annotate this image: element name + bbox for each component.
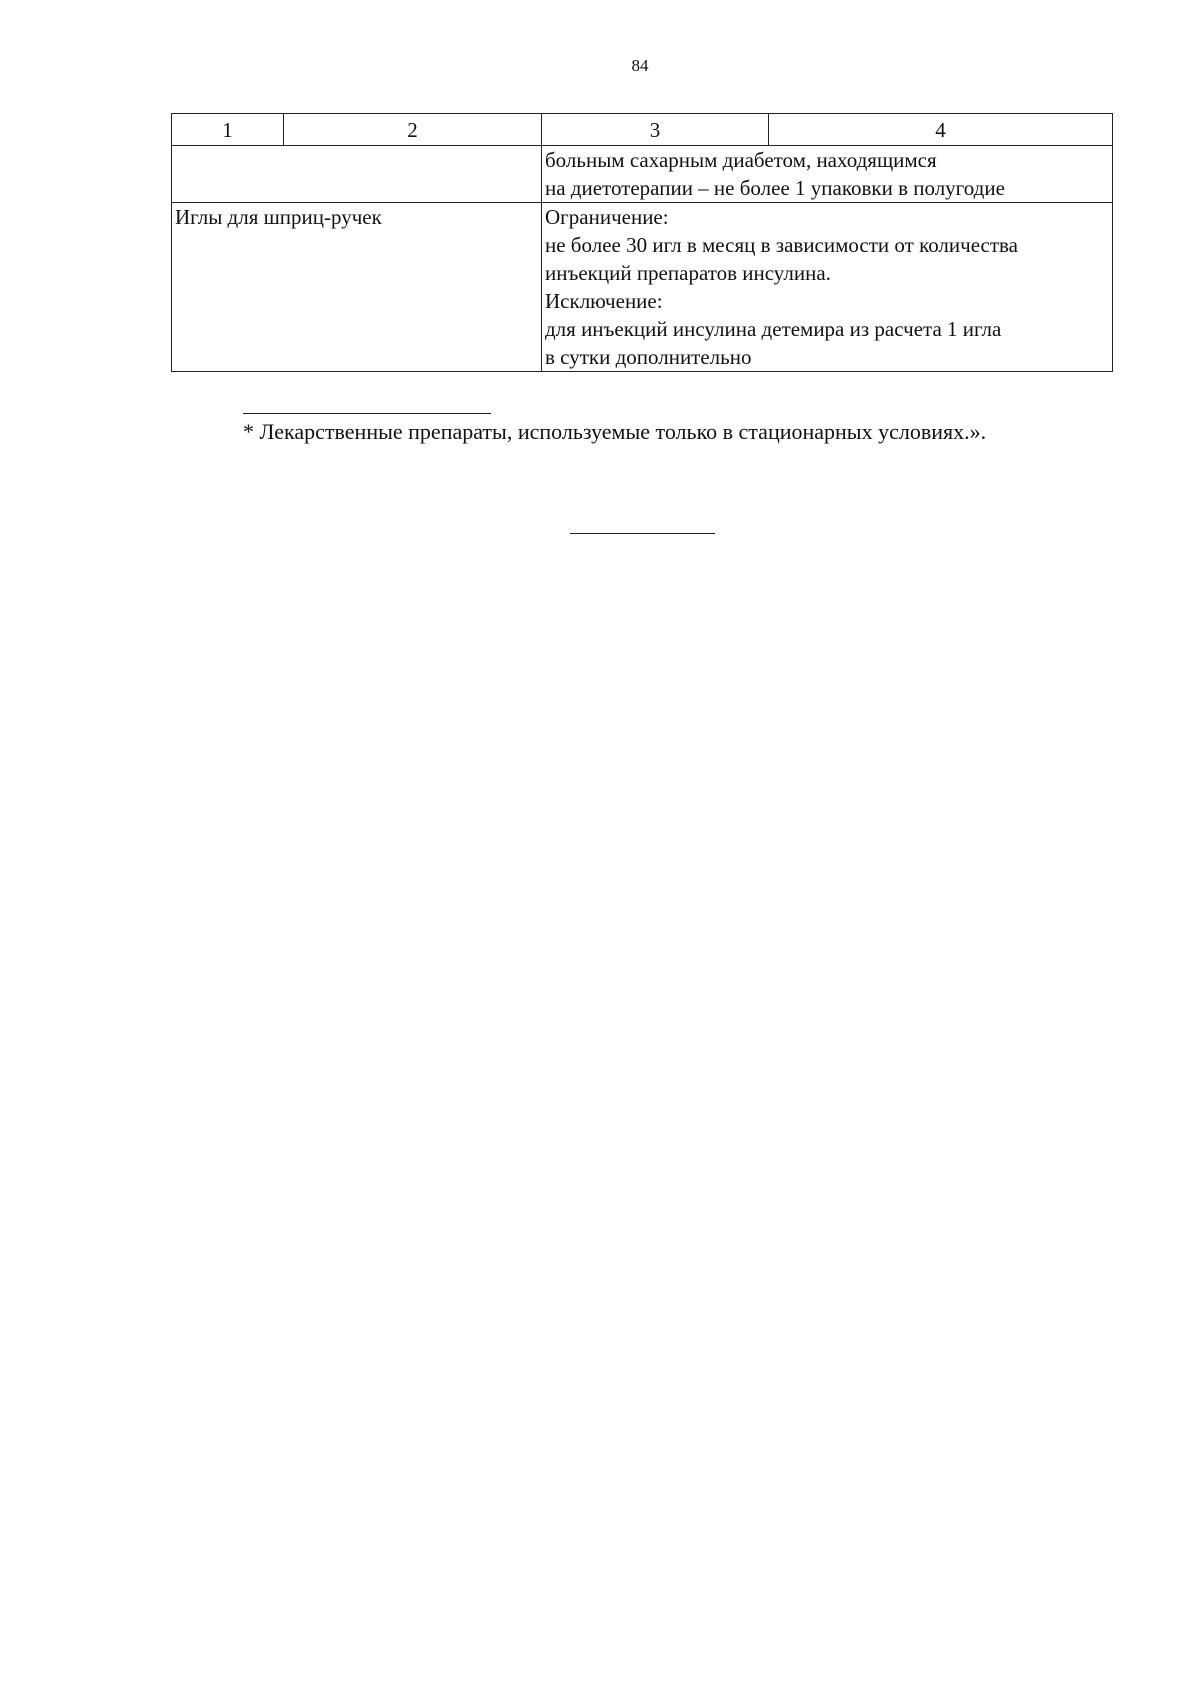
condition-line: на диетотерапии – не более 1 упаковки в полугодие [545,176,1005,200]
condition-line: больным сахарным диабетом, находящимся [545,148,937,172]
column-number-1: 1 [172,114,284,146]
column-number-4: 4 [769,114,1113,146]
table-row [172,203,1113,372]
condition-cell [542,203,1113,372]
condition-line: Исключение: [545,289,663,313]
condition-cell [542,146,1113,203]
column-number-2: 2 [284,114,542,146]
column-number-3: 3 [542,114,769,146]
end-of-document-rule [570,533,715,534]
condition-line: Ограничение: [545,205,669,229]
table-row [172,146,1113,203]
item-name-cell: Иглы для шприц-ручек [172,203,542,372]
document-table [171,113,1113,372]
condition-line: в сутки дополнительно [545,345,752,369]
page-number: 84 [631,56,649,75]
footnote-divider [243,413,491,414]
condition-line: не более 30 игл в месяц в зависимости от количества [545,233,1019,257]
footnote-text: * Лекарственные препараты, используемые только в стационарных условиях.». [243,419,987,444]
condition-line: для инъекций инсулина детемира из расчета 1 игла [545,317,1002,341]
item-name-cell [172,146,542,203]
table-header-row [172,114,1113,146]
condition-line: инъекций препаратов инсулина. [545,261,831,285]
